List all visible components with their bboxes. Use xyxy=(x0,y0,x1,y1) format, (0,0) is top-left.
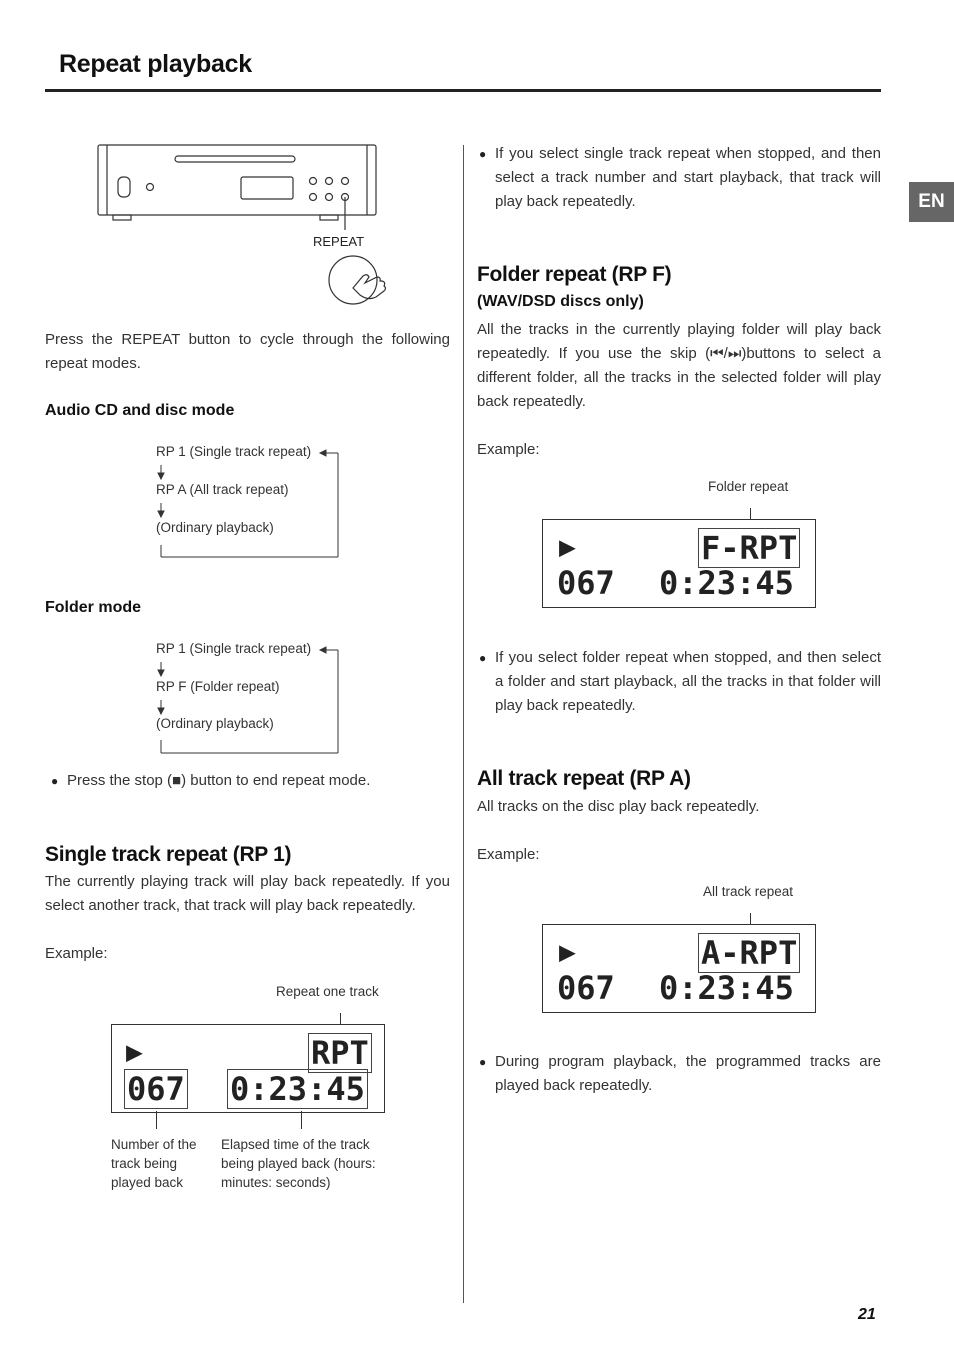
single-repeat-text: The currently playing track will play back repeatedly. If you select another track, that track will play back repeatedly. xyxy=(45,873,450,914)
folder-flow-arrows xyxy=(150,642,350,762)
single-example-label: Example: xyxy=(45,945,108,962)
column-divider xyxy=(463,145,464,1303)
device-illustration xyxy=(95,140,405,315)
folder-example-label: Example: xyxy=(477,441,540,458)
cd-flow-arrows xyxy=(150,445,350,565)
folder-flow-item-3: (Ordinary playback) xyxy=(156,716,274,731)
folder-callout: Folder repeat xyxy=(708,479,789,494)
display-mode: A-RPT xyxy=(698,933,800,973)
play-icon: ▶ xyxy=(559,530,576,563)
repeat-button-label: REPEAT xyxy=(313,234,365,249)
folder-flow-item-1: RP 1 (Single track repeat) xyxy=(156,641,312,656)
display-track: 067 xyxy=(557,564,615,602)
folder-repeat-heading: Folder repeat (RP F) xyxy=(477,263,672,286)
stop-note: ● Press the stop (■) button to end repeat mode. xyxy=(67,769,447,793)
folder-flow-item-2: RP F (Folder repeat) xyxy=(156,679,280,694)
folder-stopped-note: ● If you select folder repeat when stopped, and then select a folder and start playback, all the tracks in that folder will play back repeatedly. xyxy=(495,646,881,718)
display-time: 0:23:45 xyxy=(659,564,794,602)
folder-repeat-text: All the tracks in the currently playing folder will play back repeatedly. If you use the skip (⏮/⏭)buttons to select a different folder, all the tracks in the selected folder will play back repeatedly. xyxy=(477,321,881,410)
play-icon: ▶ xyxy=(126,1035,143,1068)
cd-flow-item-1: RP 1 (Single track repeat) xyxy=(156,444,312,459)
all-repeat-display xyxy=(542,924,816,1013)
program-note: ● During program playback, the programmed tracks are played back repeatedly. xyxy=(495,1050,881,1098)
page-title: Repeat playback xyxy=(59,50,252,78)
folder-repeat-display xyxy=(542,519,816,608)
play-icon: ▶ xyxy=(559,935,576,968)
language-tab: EN xyxy=(909,182,954,222)
track-caption: Number of the track being played back xyxy=(111,1137,197,1190)
single-callout: Repeat one track xyxy=(276,984,379,999)
cd-mode-heading: Audio CD and disc mode xyxy=(45,402,235,419)
display-mode: RPT xyxy=(308,1033,372,1073)
track-caption-line xyxy=(156,1111,157,1129)
single-stopped-note: ● If you select single track repeat when stopped, and then select a track number and start playback, that track will play back repeatedly. xyxy=(495,142,881,214)
all-repeat-heading: All track repeat (RP A) xyxy=(477,767,691,790)
display-time: 0:23:45 xyxy=(659,969,794,1007)
folder-repeat-subheading: (WAV/DSD discs only) xyxy=(477,293,644,310)
cd-flow-item-3: (Ordinary playback) xyxy=(156,520,274,535)
page-number: 21 xyxy=(858,1306,876,1323)
time-caption-line xyxy=(301,1111,302,1129)
display-mode: F-RPT xyxy=(698,528,800,568)
display-track: 067 xyxy=(124,1069,188,1109)
cd-flow-item-2: RP A (All track repeat) xyxy=(156,482,289,497)
all-repeat-text: All tracks on the disc play back repeatedly. xyxy=(477,798,760,815)
all-callout: All track repeat xyxy=(703,884,794,899)
single-repeat-heading: Single track repeat (RP 1) xyxy=(45,843,292,866)
title-rule xyxy=(45,89,881,92)
all-example-label: Example: xyxy=(477,846,540,863)
folder-mode-heading: Folder mode xyxy=(45,599,142,616)
single-repeat-display xyxy=(111,1024,385,1113)
display-time: 0:23:45 xyxy=(227,1069,368,1109)
time-caption: Elapsed time of the track being played back (hours: minutes: seconds) xyxy=(221,1137,376,1190)
intro-text: Press the REPEAT button to cycle through the following repeat modes. xyxy=(45,331,450,372)
display-track: 067 xyxy=(557,969,615,1007)
